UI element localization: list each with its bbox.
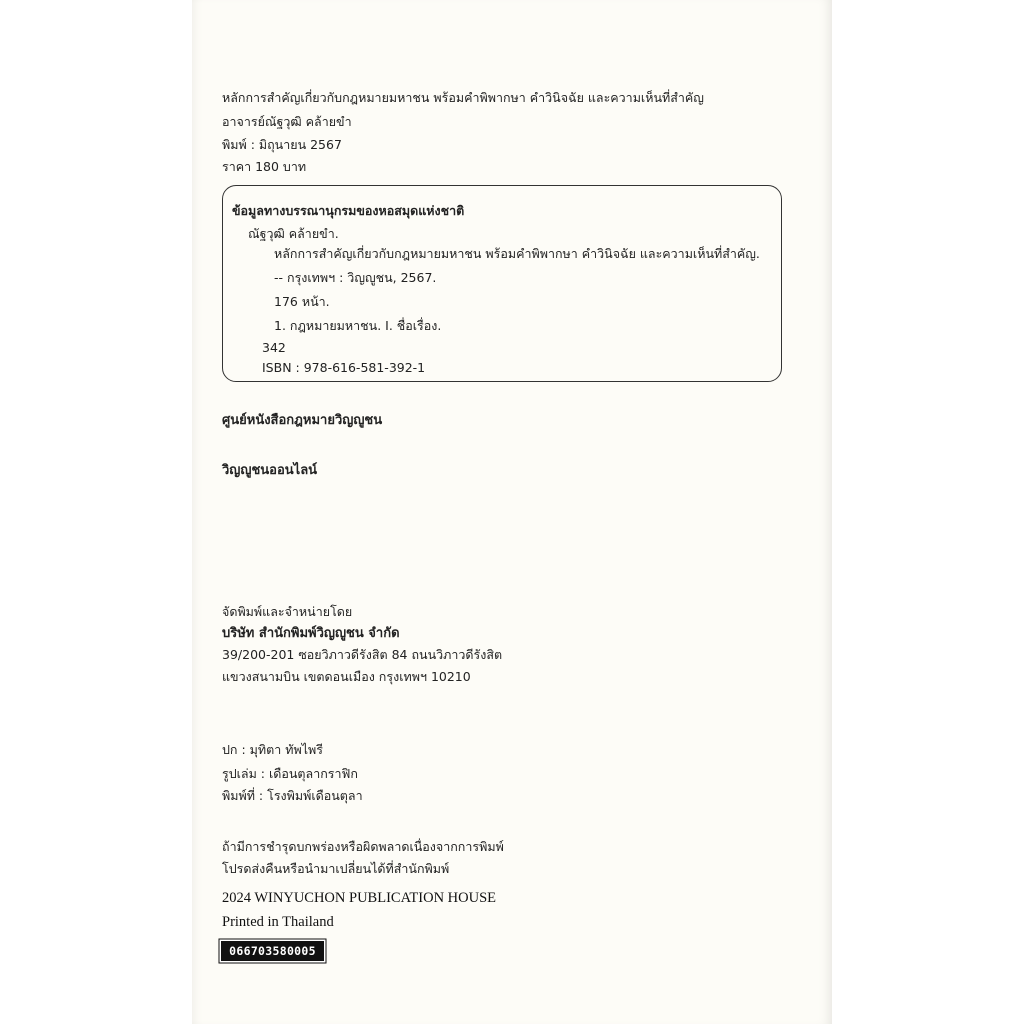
store-center: ศูนย์หนังสือกฎหมายวิญญูชน [222, 413, 383, 428]
author-line: อาจารย์ณัฐวุฒิ คล้ายขำ [222, 114, 352, 129]
price-line: ราคา 180 บาท [222, 159, 307, 174]
publisher-name: บริษัท สำนักพิมพ์วิญญูชน จำกัด [222, 626, 400, 641]
credit-cover: ปก : มุทิตา ทัพไพรี [222, 742, 323, 757]
printed-in-line: Printed in Thailand [222, 914, 334, 930]
cip-subjects: 1. กฎหมายมหาชน. I. ชื่อเรื่อง. [274, 318, 442, 333]
edition-line: พิมพ์ : มิถุนายน 2567 [222, 137, 342, 152]
book-title: หลักการสำคัญเกี่ยวกับกฎหมายมหาชน พร้อมคำพิพากษา คำวินิจฉัย และความเห็นที่สำคัญ [222, 90, 704, 105]
publisher-label: จัดพิมพ์และจำหน่ายโดย [222, 604, 353, 619]
cip-imprint: -- กรุงเทพฯ : วิญญูชน, 2567. [274, 270, 437, 285]
publisher-address-2: แขวงสนามบิน เขตดอนเมือง กรุงเทพฯ 10210 [222, 669, 471, 684]
notice-line-2: โปรดส่งคืนหรือนำมาเปลี่ยนได้ที่สำนักพิมพ์ [222, 861, 450, 876]
product-code: 066703580005 [221, 941, 324, 961]
publisher-address-1: 39/200-201 ซอยวิภาวดีรังสิต 84 ถนนวิภาวดีรังสิต [222, 647, 503, 662]
notice-line-1: ถ้ามีการชำรุดบกพร่องหรือผิดพลาดเนื่องจากการพิมพ์ [222, 839, 504, 854]
credit-printer: พิมพ์ที่ : โรงพิมพ์เดือนตุลา [222, 788, 363, 803]
cip-class-number: 342 [262, 340, 286, 355]
store-online: วิญญูชนออนไลน์ [222, 463, 318, 478]
cip-heading: ข้อมูลทางบรรณานุกรมของหอสมุดแห่งชาติ [232, 203, 465, 218]
cip-title: หลักการสำคัญเกี่ยวกับกฎหมายมหาชน พร้อมคำพิพากษา คำวินิจฉัย และความเห็นที่สำคัญ. [274, 246, 760, 261]
credit-layout: รูปเล่ม : เดือนตุลากราฟิก [222, 766, 358, 781]
cip-isbn: ISBN : 978-616-581-392-1 [262, 360, 426, 375]
cip-author: ณัฐวุฒิ คล้ายขำ. [248, 226, 339, 241]
cip-pages: 176 หน้า. [274, 294, 330, 309]
copyright-line: 2024 WINYUCHON PUBLICATION HOUSE [222, 890, 497, 906]
